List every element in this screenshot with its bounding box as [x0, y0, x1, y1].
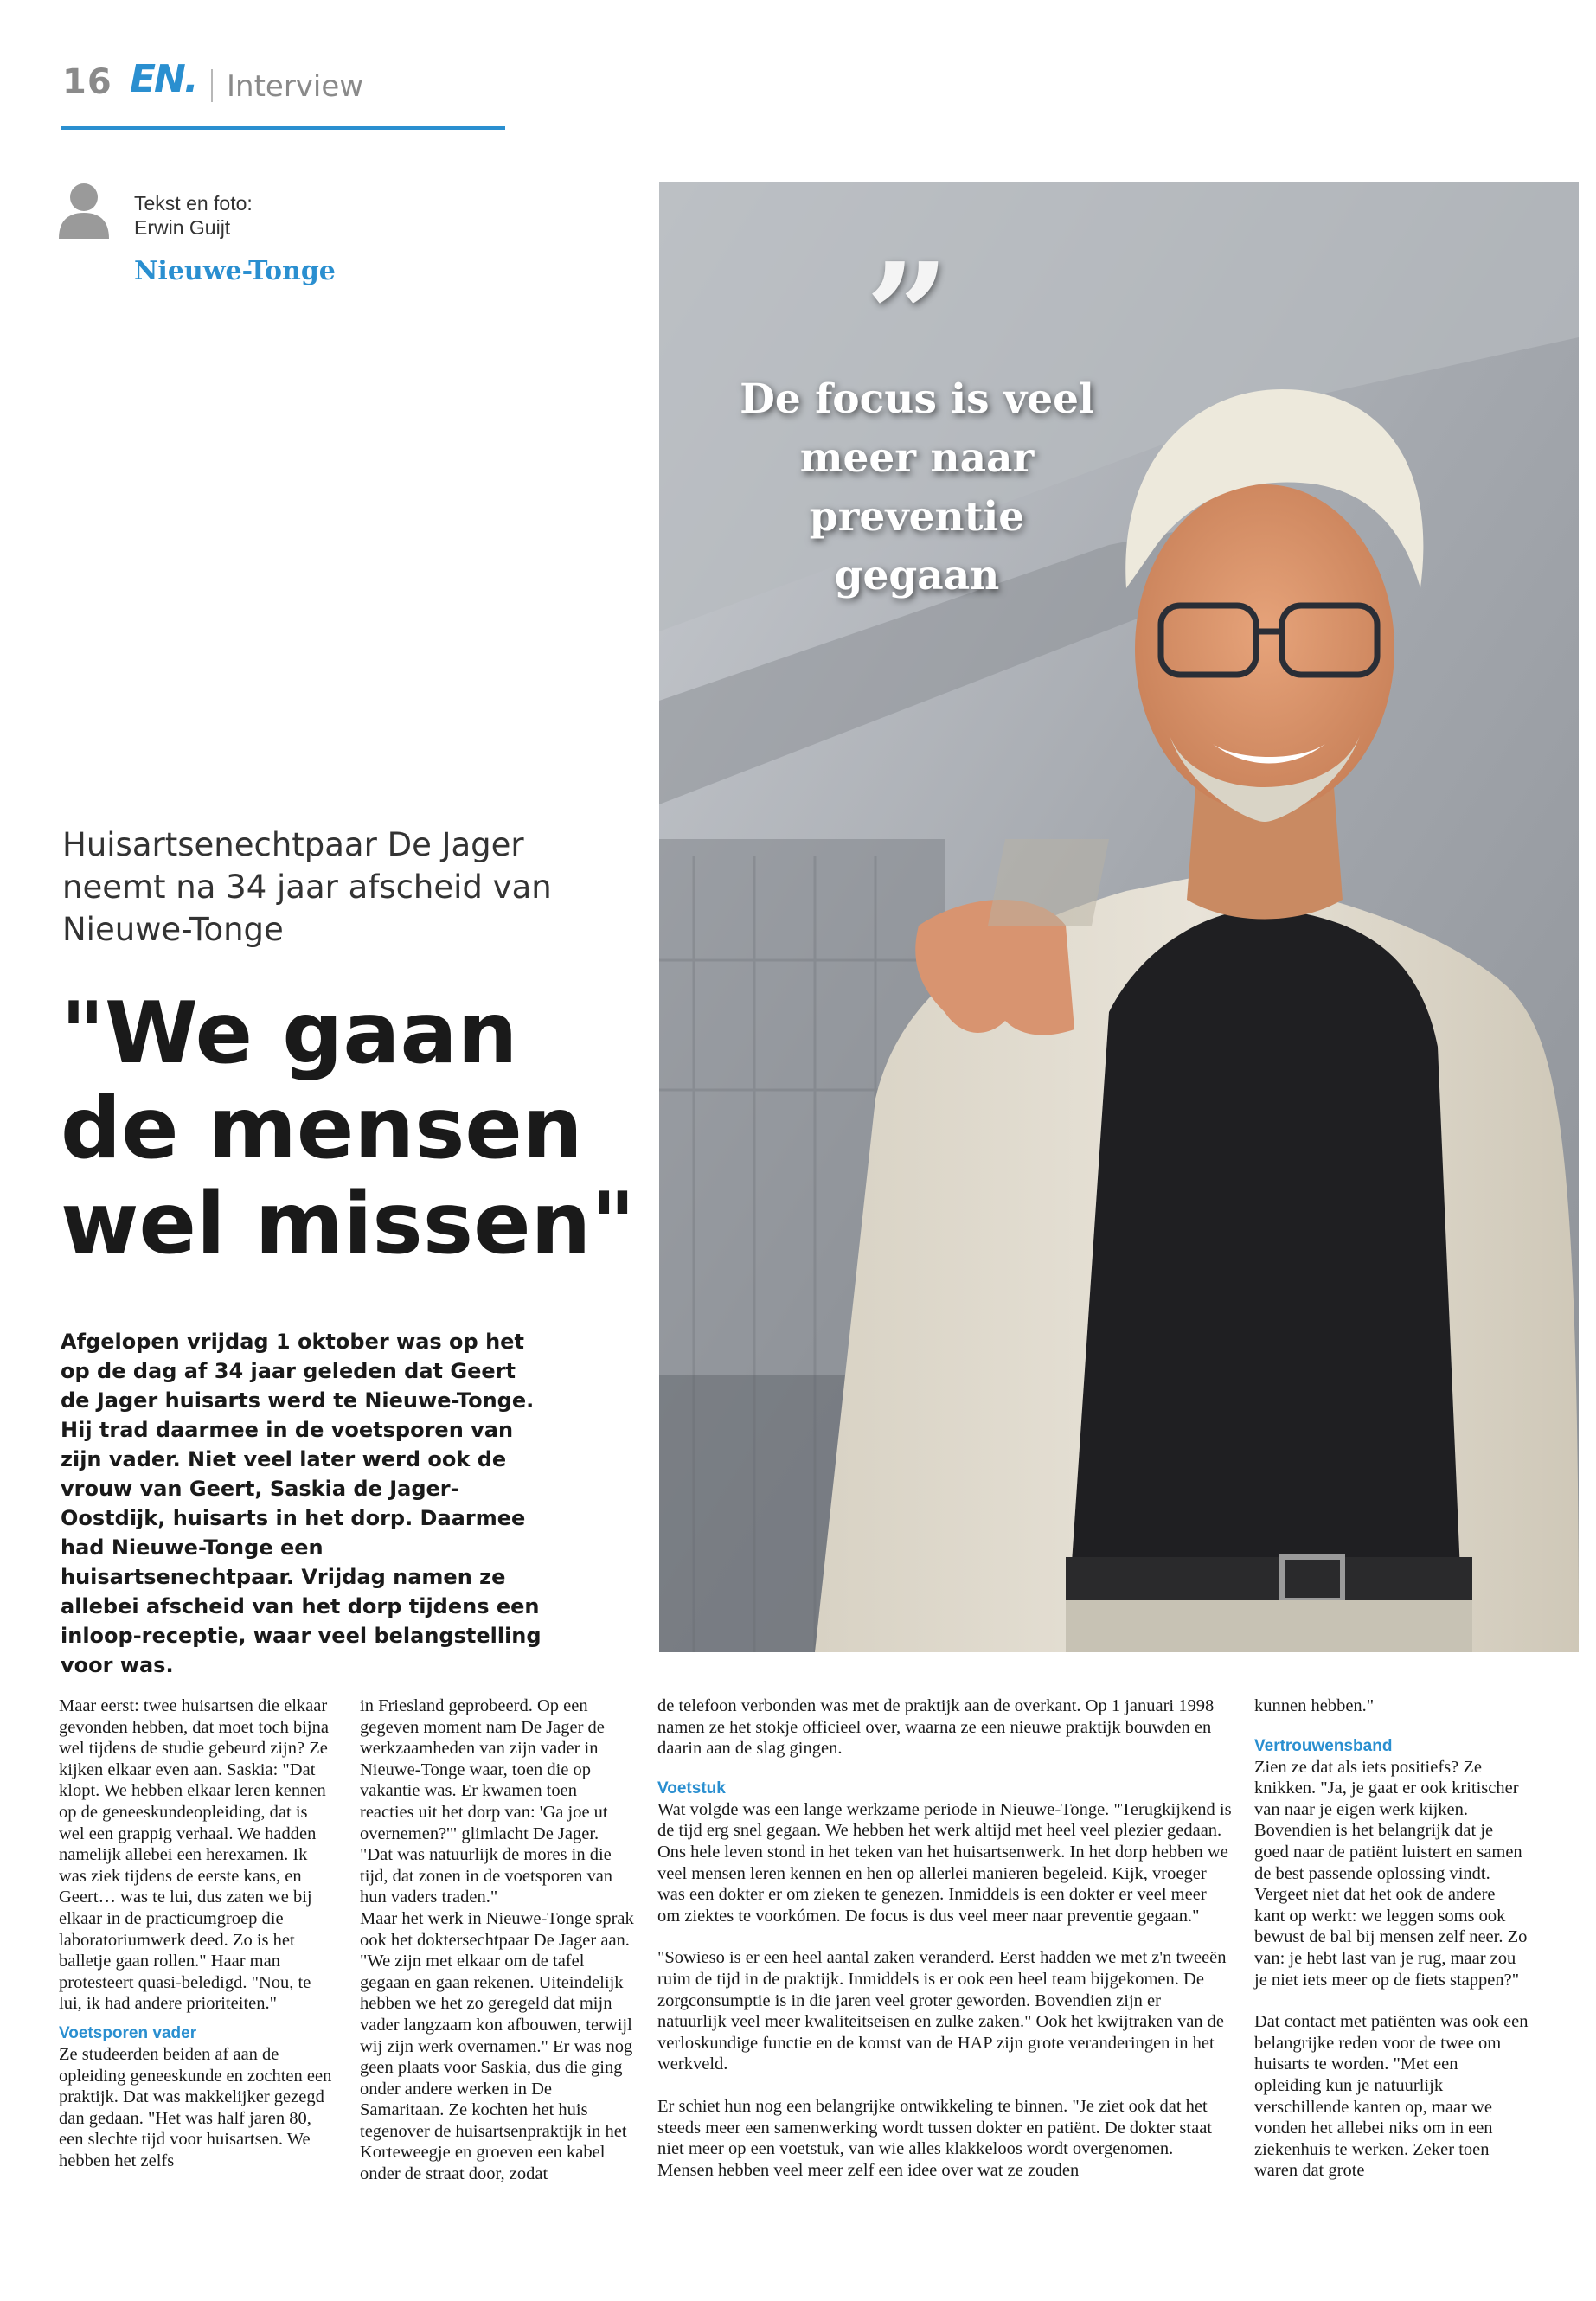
quote-mark-icon: ” [865, 231, 950, 404]
paragraph: Maar eerst: twee huisartsen die elkaar gevonden hebben, dat moet toch bijna wel tijdens de studie gebeurd zijn? Ze kijken elkaar even aan. Saskia: "Dat klopt. We hebben elkaar leren kennen op de geneeskundeopleiding, dat is wel een grappig verhaal. We hadden namelijk allebei een herexamen. Ik was ziek tijdens de eerste kans, en Geert… was te lui, dus zaten we bij elkaar in de practicumgroep die laboratoriumwerk deed. Zo is het balletje gaan rollen." Haar man protesteert quasi-beledigd. "Nou, te lui, ik had andere prioriteiten." [59, 1696, 329, 2014]
section-subheading: Voetstuk [657, 1779, 726, 1798]
person-silhouette-icon [57, 182, 111, 239]
paragraph: Ze studeerden beiden af aan de opleiding geneeskunde en zochten een praktijk. Dat was makkelijker gezegd dan gedaan. "Het was half jaren 80, een slechte tijd voor huisartsen. We hebben het zelfs [59, 2044, 332, 2170]
paragraph: Wat volgde was een lange werkzame periode in Nieuwe-Tonge. "Terugkijkend is de tijd erg snel gegaan. We hebben het werk altijd met heel veel plezier gedaan. Ons hele leven stond in het teken van het huisartsenwerk. In het dorp hebben we veel mensen leren kennen en hen op allerlei manieren begeleid. Kijk, vroeger was een dokter er om zieken te genezen. Inmiddels is een dokter er veel meer om ziektes te voorkómen. De focus is dus veel meer naar preventie gegaan." [657, 1799, 1232, 1926]
header-separator [211, 69, 213, 102]
section-subheading: Vertrouwensband [1254, 1736, 1393, 1755]
paragraph: de telefoon verbonden was met de praktijk aan de overkant. Op 1 januari 1998 namen ze het stokje officieel over, waarna ze een nieuwe praktijk bouwden en daarin aan de slag gingen. [657, 1696, 1215, 1759]
paragraph: Maar het werk in Nieuwe-Tonge sprak ook het doktersechtpaar De Jager aan. "We zijn met elkaar om de tafel gegaan en gaan rekenen. Uiteindelijk hebben we het zo geregeld dat mijn vader langzaam kon afbouwen, terwijl wij zijn werk overnamen." Er was nog geen plaats voor Saskia, dus die ging onder andere werken in De Samaritaan. Ze kochten het huis tegenover de huisartsenpraktijk in het Korteweegje en groeven een kabel onder de straat door, zodat [360, 1908, 634, 2184]
body-column-2 [360, 1695, 635, 2185]
location-label: Nieuwe-Tonge [134, 256, 336, 286]
section-subheading: Voetsporen vader [59, 2023, 197, 2042]
paragraph: in Friesland geprobeerd. Op een gegeven moment nam De Jager de werkzaamheden van zijn vader in Nieuwe-Tonge waar, toen die op vakantie was. Er kwamen toen reacties uit het dorp van: 'Ga joe ut overnemen?'" glimlacht De Jager. "Dat was natuurlijk de mores in die tijd, dat zonen in de voetsporen van hun vaders traden." [360, 1696, 613, 1907]
paragraph: Dat contact met patiënten was ook een belangrijke reden voor de twee om huisarts te worden. "Met een opleiding kun je natuurlijk verschillende kanten op, maar we vonden het allebei niks om in een ziekenhuis te werken. Zeker toen waren dat grote [1254, 2012, 1529, 2181]
credit-name: Erwin Guijt [134, 216, 231, 239]
paragraph: Zien ze dat als iets positiefs? Ze knikken. "Ja, je gaat er ook kritischer van naar je eigen werk kijken. Bovendien is het belangrijk dat je goed naar de patiënt luistert en samen de best passende oplossing vindt. Vergeet niet dat het ook de andere kant op werkt: we leggen soms ook bewust de bal bij mensen zelf neer. Zo van: je hebt last van je rug, maar zou je niet iets meer op de fiets stappen?" [1254, 1757, 1528, 1990]
paragraph: Er schiet hun nog een belangrijke ontwikkeling te binnen. "Je ziet ook dat het steeds meer een samenwerking wordt tussen dokter en patiënt. De dokter staat niet meer op een voetstuk, van wie alles klakkeloos wordt overgenomen. Mensen hebben veel meer zelf een idee over wat ze zouden [657, 2096, 1212, 2180]
paragraph: kunnen hebben." [1254, 1696, 1375, 1715]
article-subheading: Huisartsenechtpaar De Jager neemt na 34 jaar afscheid van Nieuwe-Tonge [62, 826, 552, 948]
body-column-4 [1254, 1695, 1529, 2182]
body-column-1 [59, 1695, 334, 2171]
paragraph: "Sowieso is er een heel aantal zaken veranderd. Eerst hadden we met z'n tweeën ruim de tijd in de praktijk. Inmiddels is er ook een heel team bijgekomen. De zorgconsumptie is in die jaren veel groter geworden. Bovendien zijn er natuurlijk veel meer kwaliteitseisen en zulke zaken." Ook het kwijtraken van de verloskundige functie en de komst van de HAP zijn grote veranderingen in het werkveld. [657, 1948, 1227, 2074]
page-number: 16 [62, 62, 112, 102]
publication-logo: EN. [130, 57, 197, 101]
section-label: Interview [227, 69, 364, 104]
body-column-3 [657, 1695, 1233, 2181]
credit-label: Tekst en foto: [134, 192, 253, 215]
header-rule [61, 126, 505, 130]
article-lead: Afgelopen vrijdag 1 oktober was op het op de dag af 34 jaar geleden dat Geert de Jager huisarts werd te Nieuwe-Tonge. Hij trad daarmee in de voetsporen van zijn vader. Niet veel later werd ook de vrouw van Geert, Saskia de Jager-Oostdijk, huisarts in het dorp. Daarmee had Nieuwe-Tonge een huisartsenechtpaar. Vrijdag namen ze allebei afscheid van het dorp tijdens een inloop-receptie, waar veel belangstelling voor was. [61, 1330, 542, 1677]
article-headline: "We gaan de mensen wel missen" [61, 984, 636, 1273]
pull-quote: De focus is veel meer naar preventie gegaan [740, 375, 1094, 599]
